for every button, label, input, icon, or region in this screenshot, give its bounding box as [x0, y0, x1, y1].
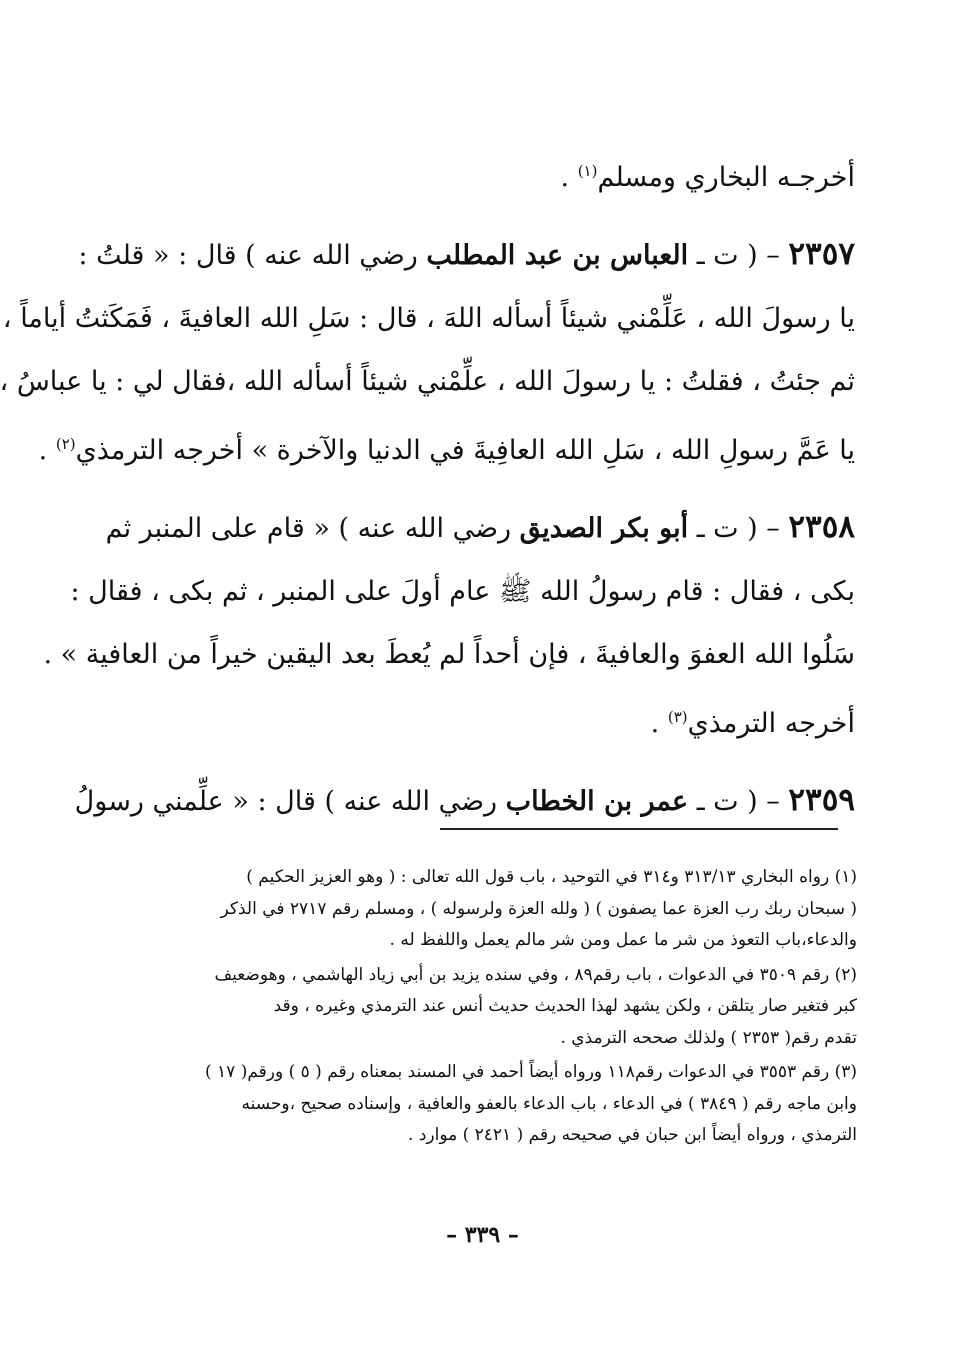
- line-text: أخرجه الترمذي: [687, 708, 855, 739]
- text-line: [0, 350, 855, 413]
- hadith-number: ٢٣٥٧: [788, 236, 855, 272]
- footnote-line: (٣) رقم ٣٥٥٣ في الدعوات رقم١١٨ ورواه أيضاً أحمد في المسند بمعناه رقم ( ٥ ) ورقم( ١٧ ): [204, 1062, 857, 1082]
- line-text: أخرجـه البخاري ومسلم: [597, 162, 855, 193]
- footnote-2: [120, 960, 857, 1055]
- hadith-heading-line: [78, 223, 855, 287]
- footnote-line: وابن ماجه رقم ( ٣٨٤٩ ) في الدعاء ، باب الدعاء بالعفو والعافية ، وإسناده صحيح ،وحسنه: [241, 1093, 857, 1114]
- footnote-marker: (٢): [55, 435, 76, 453]
- hadith-heading-line: [105, 496, 855, 560]
- line-text: ثم جئتُ ، فقلتُ : يا رسولَ الله ، علِّمْني شيئاً أسأله الله ،فقال لي : يا عباسُ ،: [0, 366, 855, 397]
- footnote-1: [120, 862, 857, 957]
- text-line: [70, 560, 855, 623]
- line-tail: .: [38, 435, 56, 466]
- narrator-name: أبو بكر الصديق: [519, 513, 689, 544]
- heading-text: رضي الله عنه ) « قام على المنبر ثم: [105, 513, 520, 544]
- heading-prefix: – ( ت ـ: [688, 240, 789, 271]
- footnote-line: الترمذي ، ورواه أيضاً ابن حبان في صحيحه رقم ( ٢٤٢١ ) موارد .: [408, 1125, 857, 1145]
- line-text: سَلُوا الله العفوَ والعافيةَ ، فإن أحداً لم يُعطَ بعد اليقين خيراً من العافية » .: [43, 639, 855, 670]
- line-text: يا رسولَ الله ، عَلِّمْني شيئاً أسأله اللهَ ، قال : سَلِ الله العافيةَ ، فَمَكَثتُ أياماً ،: [2, 303, 855, 334]
- footnotes: [120, 862, 857, 1152]
- footnote-marker: (١): [577, 162, 598, 180]
- heading-text: رضي الله عنه ) قال : « علِّمني رسولُ: [74, 786, 506, 817]
- hadith-heading-line: [74, 769, 855, 833]
- footnote-3: [120, 1057, 857, 1152]
- footnote-separator: [440, 828, 838, 830]
- hadith-number: ٢٣٥٩: [788, 782, 855, 818]
- paragraph-gap: [110, 209, 855, 223]
- footnote-line: (٢) رقم ٣٥٠٩ في الدعوات ، باب رقم٨٩ ، وفي سنده يزيد بن أبي زياد الهاشمي ، وهوضعيف: [214, 964, 857, 985]
- narrator-name: عمر بن الخطاب: [505, 786, 689, 817]
- paragraph-gap: [110, 482, 855, 496]
- page-number: – ٣٣٩ –: [446, 1222, 519, 1248]
- line-tail: .: [560, 162, 578, 193]
- footnote-line: والدعاء،باب التعوذ من شر ما عمل ومن شر مالم يعمل واللفظ له .: [389, 930, 857, 950]
- line-text: بكى ، فقال : قام رسولُ الله ﷺ عام أولَ على المنبر ، ثم بكى ، فقال :: [70, 576, 855, 607]
- text-line: [110, 140, 855, 209]
- line-tail: .: [650, 708, 668, 739]
- paragraph-gap: [110, 755, 855, 769]
- text-line: [43, 623, 855, 686]
- hadith-number: ٢٣٥٨: [788, 509, 855, 545]
- text-line: [38, 413, 855, 482]
- line-text: يا عَمَّ رسولِ الله ، سَلِ الله العافِيةَ في الدنيا والآخرة » أخرجه الترمذي: [75, 435, 855, 466]
- footnote-line: (١) رواه البخاري ٣١٣/١٣ و٣١٤ في التوحيد ، باب قول الله تعالى : ( وهو العزيز الحكيم ): [246, 867, 857, 887]
- footnote-marker: (٣): [667, 708, 688, 726]
- footnote-line: ( سبحان ربك رب العزة عما يصفون ) ( ولله العزة ولرسوله ) ، ومسلم رقم ٢٧١٧ في الذكر: [220, 898, 857, 919]
- heading-prefix: – ( ت ـ: [688, 786, 789, 817]
- footnote-line: تقدم رقم( ٢٣٥٣ ) ولذلك صححه الترمذي .: [560, 1027, 857, 1048]
- text-line: [110, 686, 855, 755]
- heading-prefix: – ( ت ـ: [688, 513, 789, 544]
- text-line: [2, 287, 855, 350]
- main-text: [0, 140, 855, 833]
- heading-text: رضي الله عنه ) قال : « قلتُ :: [78, 240, 427, 271]
- footnote-line: كبر فتغير صار يتلقن ، ولكن يشهد لهذا الحديث حديث أنس عند الترمذي وغيره ، وقد: [273, 996, 857, 1016]
- narrator-name: العباس بن عبد المطلب: [426, 240, 689, 271]
